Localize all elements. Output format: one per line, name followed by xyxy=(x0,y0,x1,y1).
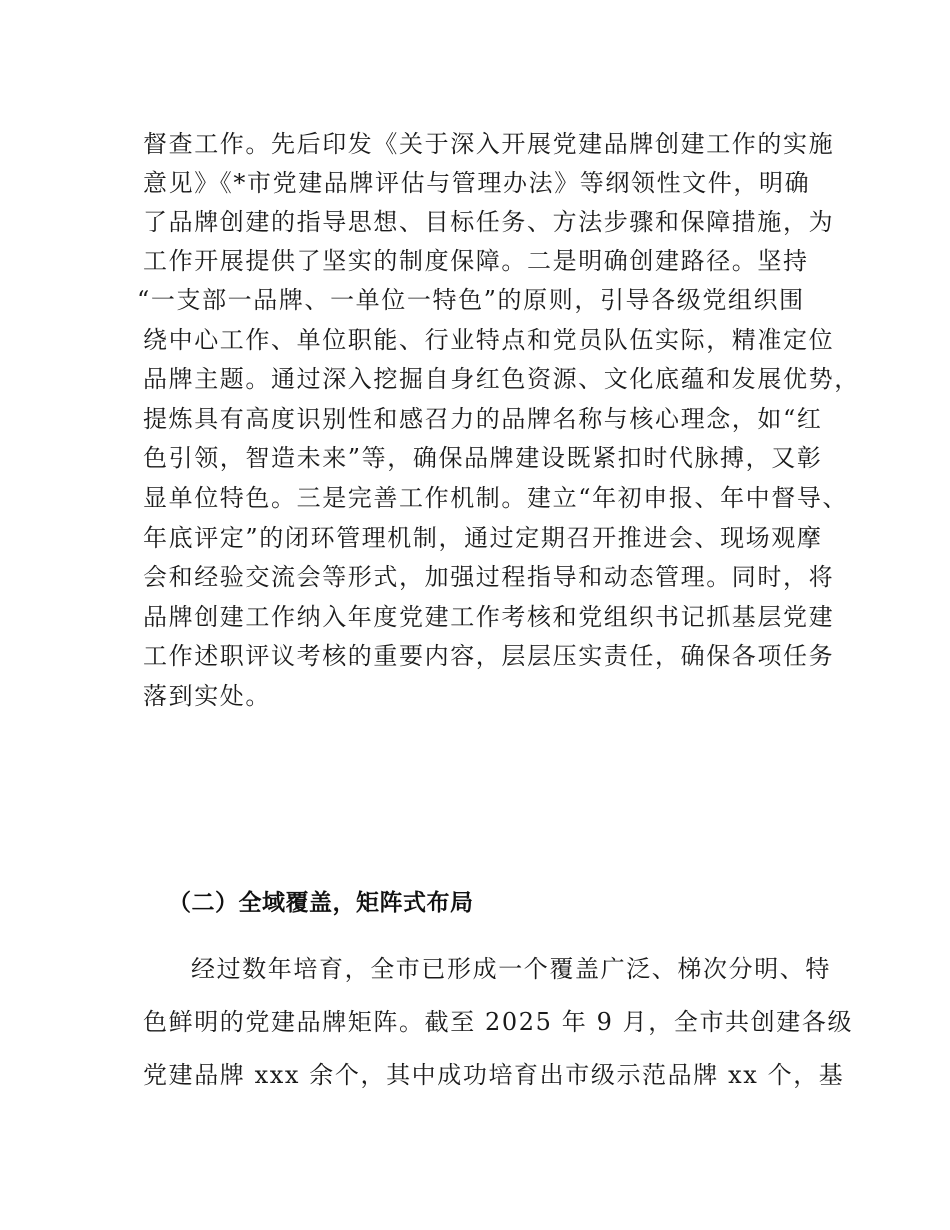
paragraph-line: 提炼具有高度识别性和感召力的品牌名称与核心理念，如“红 xyxy=(143,405,823,433)
paragraph-line: 意见》《*市党建品牌评估与管理办法》等纲领性文件，明确 xyxy=(143,169,811,197)
paragraph-line: 落到实处。 xyxy=(143,682,271,710)
paragraph-line: 督查工作。先后印发《关于深入开展党建品牌创建工作的实施 xyxy=(143,130,835,158)
paragraph-line: 品牌主题。通过深入挖掘自身红色资源、文化底蕴和发展优势， xyxy=(143,365,860,393)
paragraph-line: 工作述职评议考核的重要内容，层层压实责任，确保各项任务 xyxy=(143,642,835,670)
paragraph-line: 年底评定”的闭环管理机制，通过定期召开推进会、现场观摩 xyxy=(143,524,823,552)
paragraph-line: 党建品牌 xxx 余个，其中成功培育出市级示范品牌 xx 个，基 xyxy=(143,1061,845,1089)
paragraph-line: 显单位特色。三是完善工作机制。建立“年初申报、年中督导、 xyxy=(143,484,849,512)
paragraph-line: 经过数年培育，全市已形成一个覆盖广泛、梯次分明、特 xyxy=(191,955,831,983)
section-heading: （二）全域覆盖，矩阵式布局 xyxy=(168,890,474,916)
paragraph-line: 工作开展提供了坚实的制度保障。二是明确创建路径。坚持 xyxy=(143,247,809,275)
paragraph-line: 色鲜明的党建品牌矩阵。截至 2025 年 9 月，全市共创建各级 xyxy=(143,1008,854,1036)
paragraph-line: 会和经验交流会等形式，加强过程指导和动态管理。同时，将 xyxy=(143,563,835,591)
paragraph-line: 了品牌创建的指导思想、目标任务、方法步骤和保障措施，为 xyxy=(143,208,835,236)
paragraph-line: 色引领，智造未来”等，确保品牌建设既紧扣时代脉搏，又彰 xyxy=(143,444,823,472)
paragraph-line: 品牌创建工作纳入年度党建工作考核和党组织书记抓基层党建 xyxy=(143,603,835,631)
paragraph-line: 绕中心工作、单位职能、行业特点和党员队伍实际，精准定位 xyxy=(143,326,835,354)
paragraph-line: “一支部一品牌、一单位一特色”的原则，引导各级党组织围 xyxy=(137,286,805,314)
